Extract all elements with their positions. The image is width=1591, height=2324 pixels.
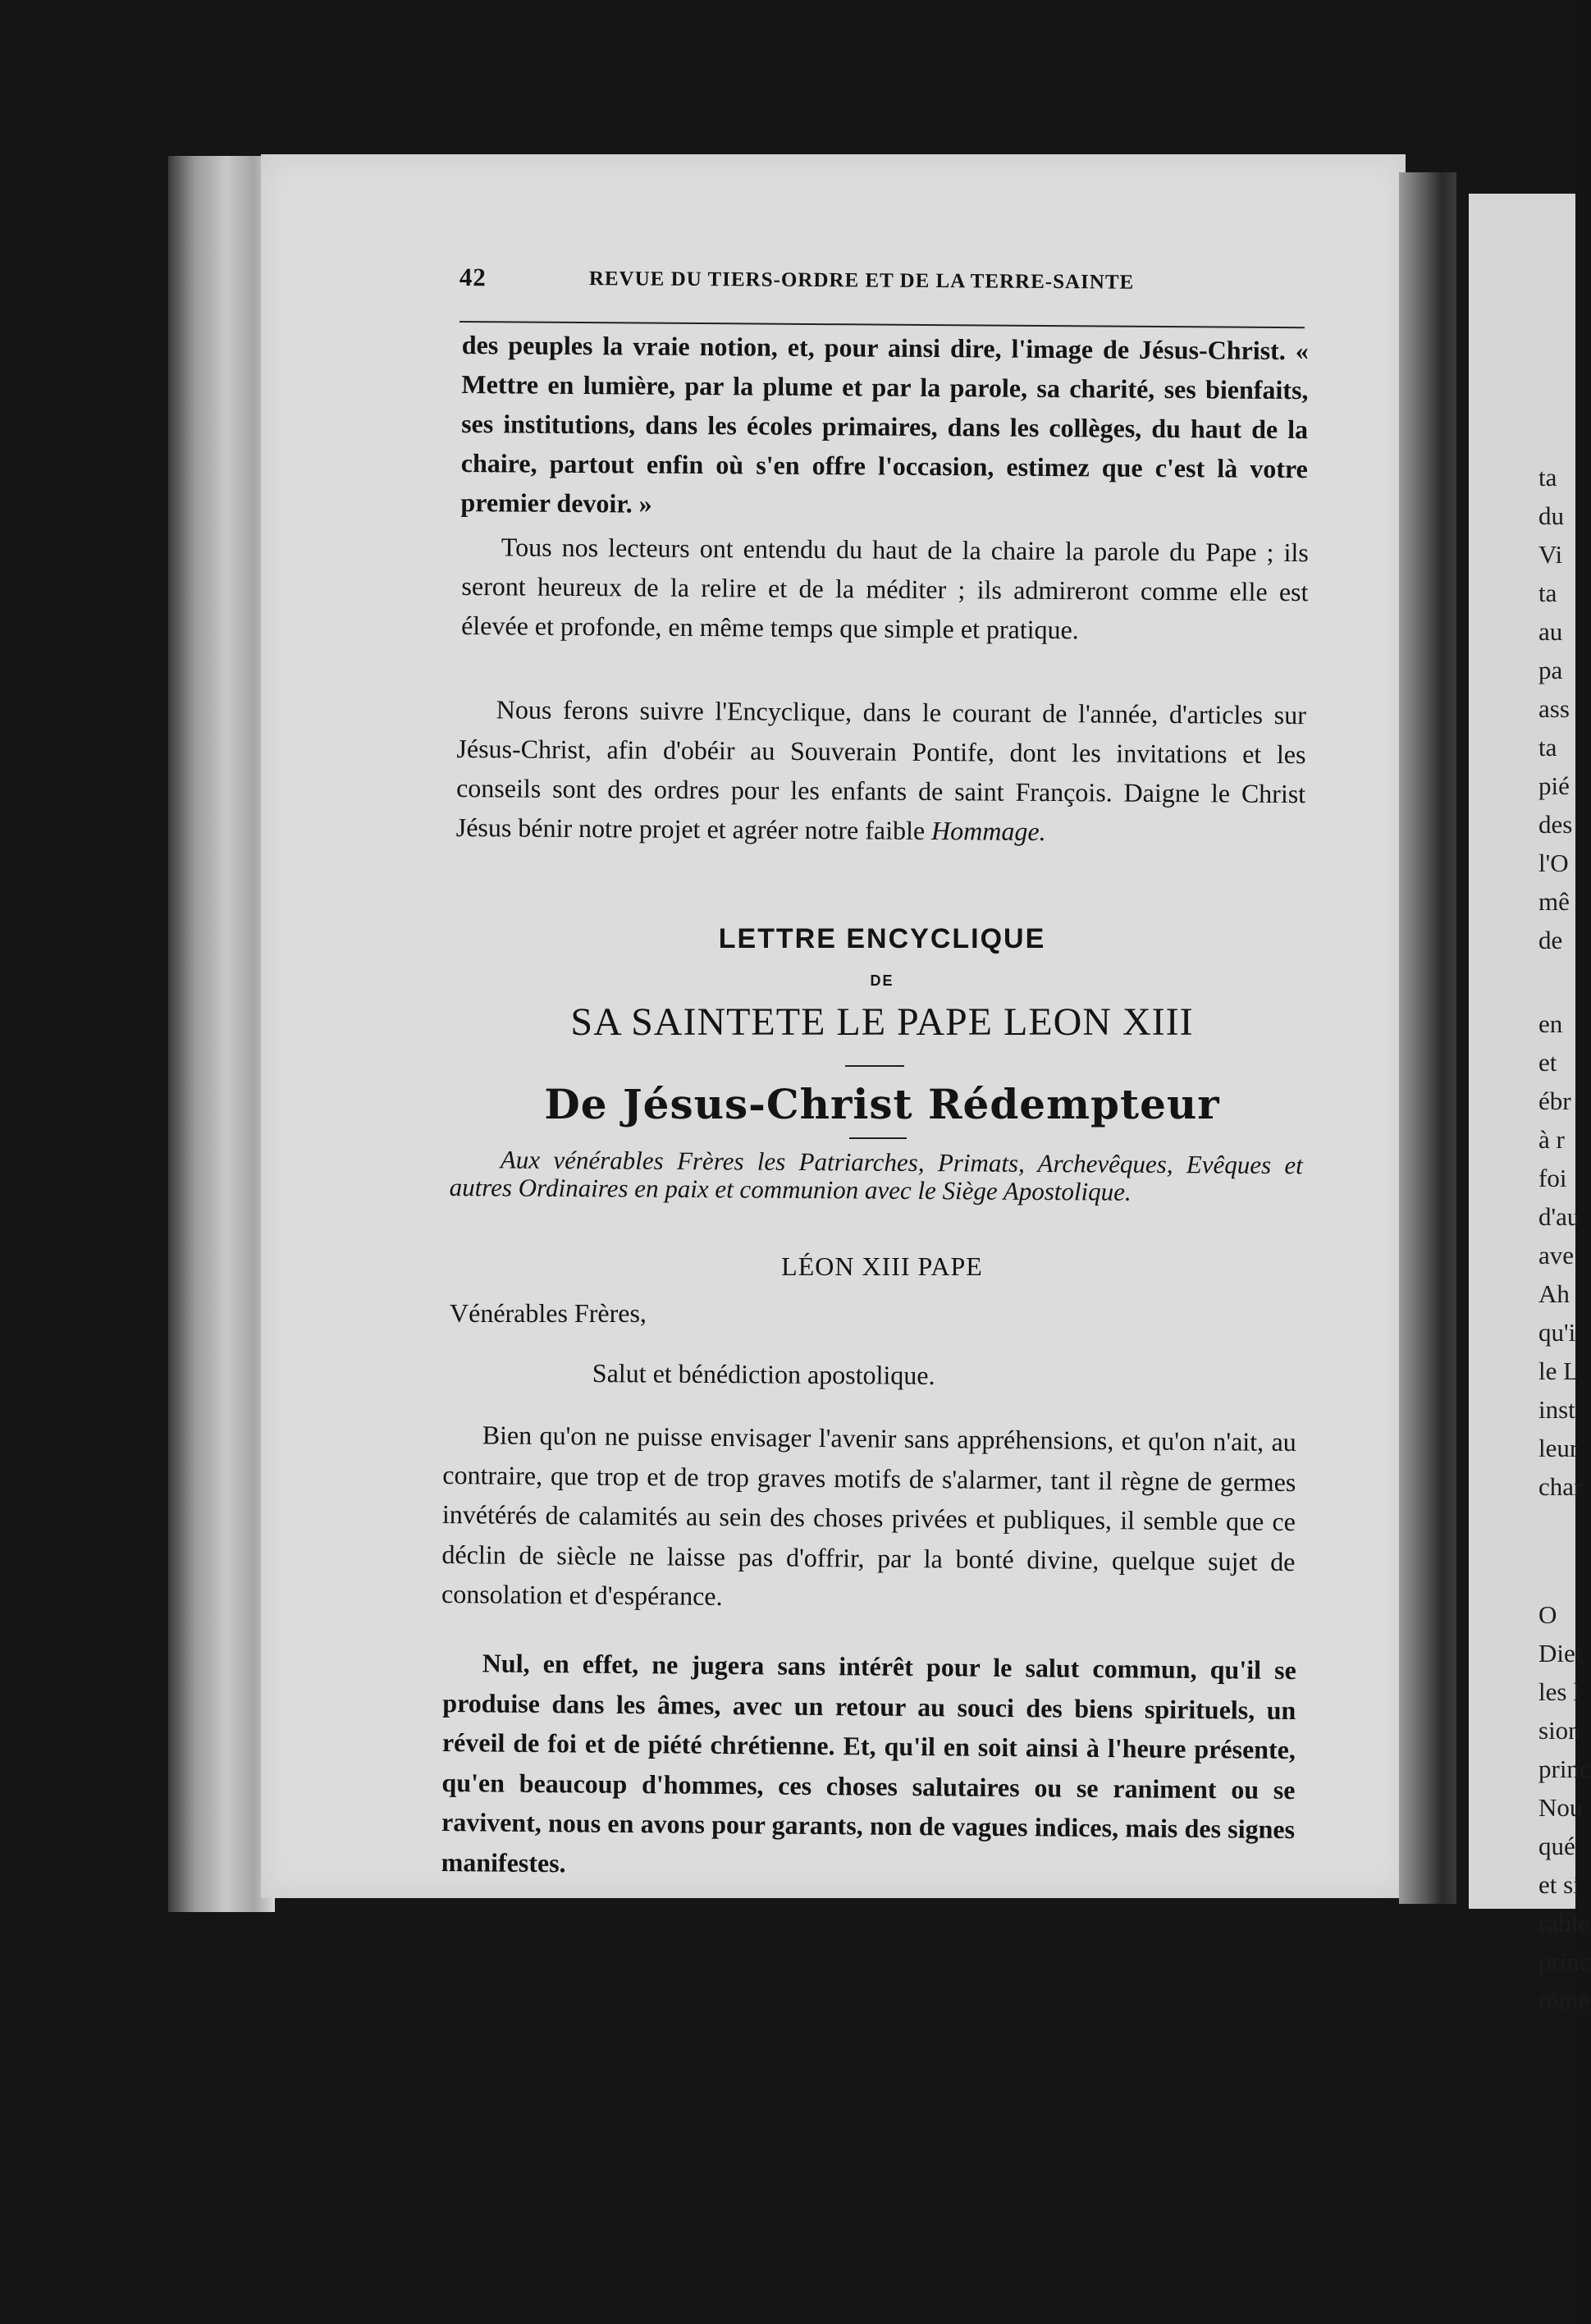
title-rule bbox=[845, 1065, 904, 1067]
facing-page-line: d'au bbox=[1538, 1202, 1580, 1231]
page-number: 42 bbox=[459, 263, 487, 292]
facing-page-line: du bbox=[1538, 501, 1564, 530]
facing-page-line: Vi bbox=[1538, 540, 1563, 569]
facing-page-line: char bbox=[1538, 1472, 1583, 1501]
facing-page-line: rable bbox=[1538, 1909, 1589, 1937]
facing-page-line: foi bbox=[1538, 1164, 1567, 1192]
facing-page-line: leur bbox=[1538, 1434, 1579, 1462]
facing-page-line: ta bbox=[1538, 579, 1557, 607]
facing-page-line: l'O bbox=[1538, 849, 1569, 877]
salutation: Salut et bénédiction apostolique. bbox=[592, 1358, 935, 1390]
facing-page-line: Ah bbox=[1538, 1279, 1570, 1308]
pope-name: LÉON XIII PAPE bbox=[781, 1251, 983, 1281]
facing-page-line: en bbox=[1538, 1009, 1563, 1038]
hommage-word: Hommage. bbox=[930, 816, 1046, 847]
facing-page-line: Diet bbox=[1538, 1639, 1583, 1668]
facing-page-line: pié bbox=[1538, 771, 1570, 800]
facing-page-line: à r bbox=[1538, 1125, 1565, 1154]
encyclical-address: Aux vénérables Frères les Patriarches, Primats, Archevêques, Evêques et autres Ordinaires en paix et communion avec le Siège Apostolique. bbox=[449, 1145, 1303, 1206]
facing-page-line: princ bbox=[1538, 1947, 1591, 1976]
facing-page-line: mê bbox=[1538, 887, 1570, 916]
facing-page-line: inst bbox=[1538, 1395, 1575, 1424]
encyclical-de: DE bbox=[870, 972, 894, 989]
facing-page-line: qué bbox=[1538, 1832, 1575, 1860]
greeting: Vénérables Frères, bbox=[450, 1298, 647, 1328]
body-paragraph: Nul, en effet, ne jugera sans intérêt pour le salut commun, qu'il se produise dans les âmes, avec un retour au souci des biens spirituels, un réveil de foi et de piété chrétienne. Et, qu'il en soit ainsi à l'heure présente, qu'en beaucoup d'hommes, ces choses salutaires ou se raniment ou se ravivent, nous en avons pour garants, non de vagues indices, mais des signes manifestes. bbox=[441, 1648, 1296, 1878]
facing-page-line: O bbox=[1538, 1600, 1557, 1629]
running-head bbox=[459, 263, 1305, 309]
encyclical-subject: De Jésus-Christ Rédempteur bbox=[544, 1080, 1220, 1128]
facing-page-line: les l bbox=[1538, 1677, 1580, 1706]
facing-page-line: et bbox=[1538, 1048, 1557, 1077]
facing-page-line: Nou bbox=[1538, 1793, 1583, 1822]
facing-page-line: princ bbox=[1538, 1754, 1591, 1783]
running-title: REVUE DU TIERS-ORDRE ET DE LA TERRE-SAINTE bbox=[588, 268, 1135, 294]
intro-paragraph-text: Nous ferons suivre l'Encyclique, dans le courant de l'année, d'articles sur Jésus-Christ, afin d'obéir au Souverain Pontife, dont les invitations et les conseils sont des ordres pour les enfants de saint François. Daigne le Christ Jésus bénir notre projet et agréer notre faible bbox=[455, 694, 1306, 845]
facing-page-line: pa bbox=[1538, 656, 1563, 684]
facing-page-line: et si bbox=[1538, 1870, 1580, 1899]
intro-paragraph bbox=[456, 689, 1306, 853]
facing-page-line: ass bbox=[1538, 694, 1570, 723]
facing-page-line: sion bbox=[1538, 1716, 1581, 1745]
facing-page-line: ébr bbox=[1538, 1087, 1571, 1115]
facing-page-line: des bbox=[1538, 810, 1573, 839]
facing-page-line: le L bbox=[1538, 1356, 1580, 1385]
facing-page-line: ta bbox=[1538, 463, 1557, 492]
facing-page-line: ta bbox=[1538, 733, 1557, 762]
body-paragraph: Bien qu'on ne puisse envisager l'avenir sans appréhensions, et qu'on n'ait, au contraire, que trop et de trop graves motifs de s'alarmer, tant il règne de germes invétérés de calamités au sein des choses privées et publiques, il semble que ce déclin de siècle ne laisse pas d'offrir, par la bonté divine, quelque sujet de consolation et d'espérance. bbox=[441, 1420, 1296, 1611]
intro-paragraph: Tous nos lecteurs ont entendu du haut de la chaire la parole du Pape ; ils seront heureux de la relire et de la méditer ; ils admireront comme elle est élevée et profonde, en même temps que simple et pratique. bbox=[461, 532, 1309, 645]
intro-paragraph: des peuples la vraie notion, et, pour ainsi dire, l'image de Jésus-Christ. « Mettre en lumière, par la plume et par la parole, sa charité, ses bienfaits, ses institutions, dans les écoles primaires, dans les collèges, du haut de la chaire, partout enfin où s'en offre l'occasion, estimez que c'est là votre premier devoir. » bbox=[460, 329, 1309, 519]
title-rule bbox=[849, 1137, 907, 1139]
facing-page-line: ave bbox=[1538, 1241, 1575, 1270]
encyclical-heading: LETTRE ENCYCLIQUE bbox=[718, 923, 1046, 954]
encyclical-pope-line: SA SAINTETE LE PAPE LEON XIII bbox=[570, 1000, 1194, 1044]
facing-page-line: de bbox=[1538, 926, 1563, 954]
facing-page-line: qu'i bbox=[1538, 1318, 1576, 1347]
facing-page-line: réme bbox=[1538, 1986, 1589, 2015]
facing-page-line: au bbox=[1538, 617, 1563, 646]
